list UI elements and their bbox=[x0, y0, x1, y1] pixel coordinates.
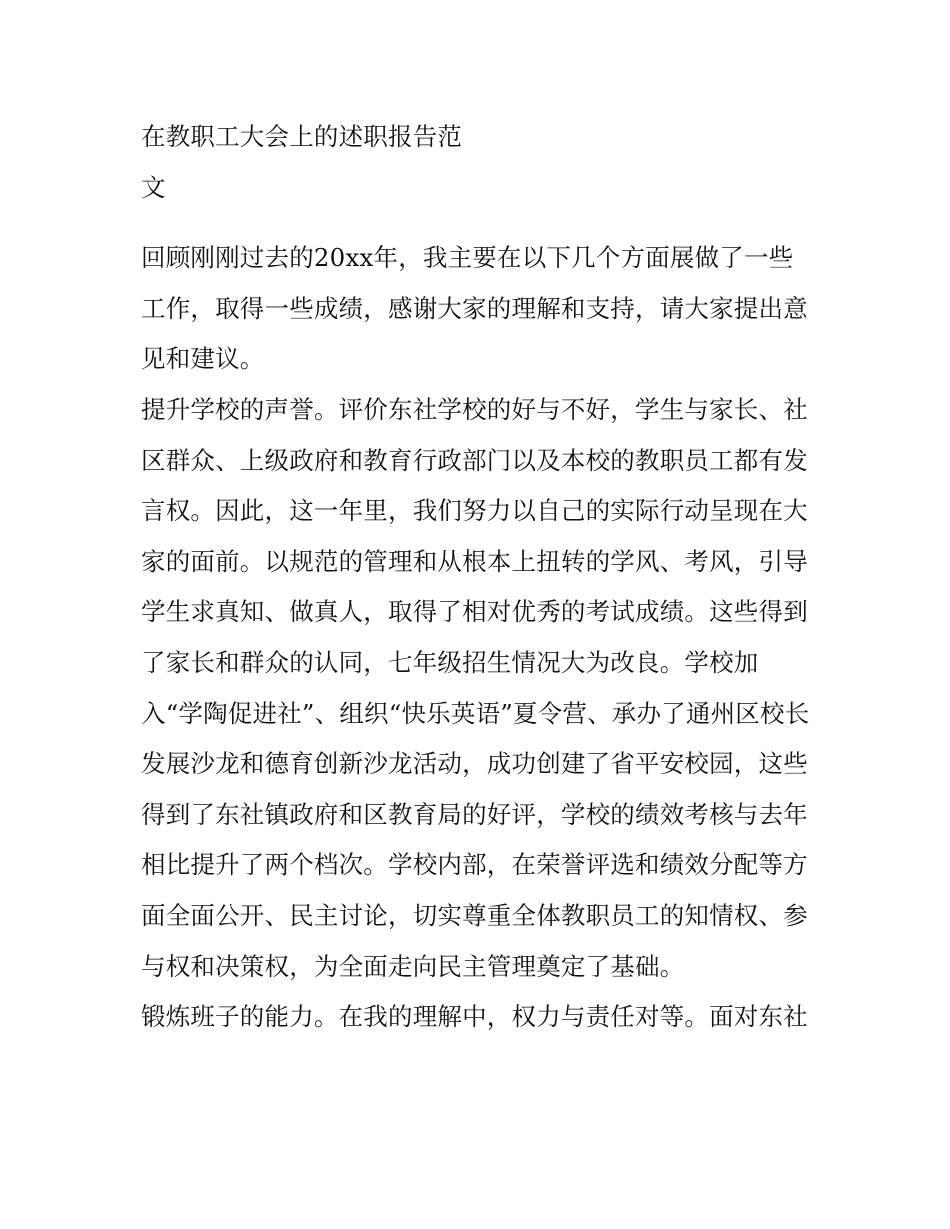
paragraph-leadership-ability bbox=[141, 992, 821, 1043]
document-body bbox=[141, 112, 821, 1043]
text-line: 入“学陶促进社”、组织“快乐英语”夏令营、承办了通州区校长 bbox=[141, 698, 810, 728]
text-line: 相比提升了两个档次。学校内部，在荣誉评选和绩效分配等方 bbox=[141, 850, 808, 880]
text-line: 发展沙龙和德育创新沙龙活动，成功创建了省平安校园，这些 bbox=[141, 749, 808, 779]
text-line: 见和建议。 bbox=[141, 344, 265, 374]
text-line: 提升学校的声誉。评价东社学校的好与不好，学生与家长、社 bbox=[141, 394, 808, 424]
text-line: 区群众、上级政府和教育行政部门以及本校的教职员工都有发 bbox=[141, 445, 808, 475]
paragraph-school-reputation bbox=[141, 385, 821, 992]
title-line: 文 bbox=[141, 172, 166, 202]
text-line: 了家长和群众的认同，七年级招生情况大为改良。学校加 bbox=[141, 647, 759, 677]
text-line: 面全面公开、民主讨论，切实尊重全体教职员工的知情权、参 bbox=[141, 900, 808, 930]
paragraph-intro bbox=[141, 233, 821, 385]
title-line: 在教职工大会上的述职报告范 bbox=[141, 122, 463, 151]
text-line: 回顾刚刚过去的20xx年，我主要在以下几个方面展做了一些 bbox=[141, 243, 794, 273]
text-line: 家的面前。以规范的管理和从根本上扭转的学风、考风，引导 bbox=[141, 546, 808, 576]
text-line: 与权和决策权，为全面走向民主管理奠定了基础。 bbox=[141, 951, 685, 981]
text-line: 工作，取得一些成绩，感谢大家的理解和支持，请大家提出意 bbox=[141, 293, 808, 323]
text-line: 言权。因此，这一年里，我们努力以自己的实际行动呈现在大 bbox=[141, 496, 808, 526]
text-line: 锻炼班子的能力。在我的理解中，权力与责任对等。面对东社 bbox=[141, 1002, 808, 1032]
document-title bbox=[141, 112, 821, 213]
text-line: 得到了东社镇政府和区教育局的好评，学校的绩效考核与去年 bbox=[141, 799, 808, 829]
text-line: 学生求真知、做真人，取得了相对优秀的考试成绩。这些得到 bbox=[141, 597, 808, 627]
